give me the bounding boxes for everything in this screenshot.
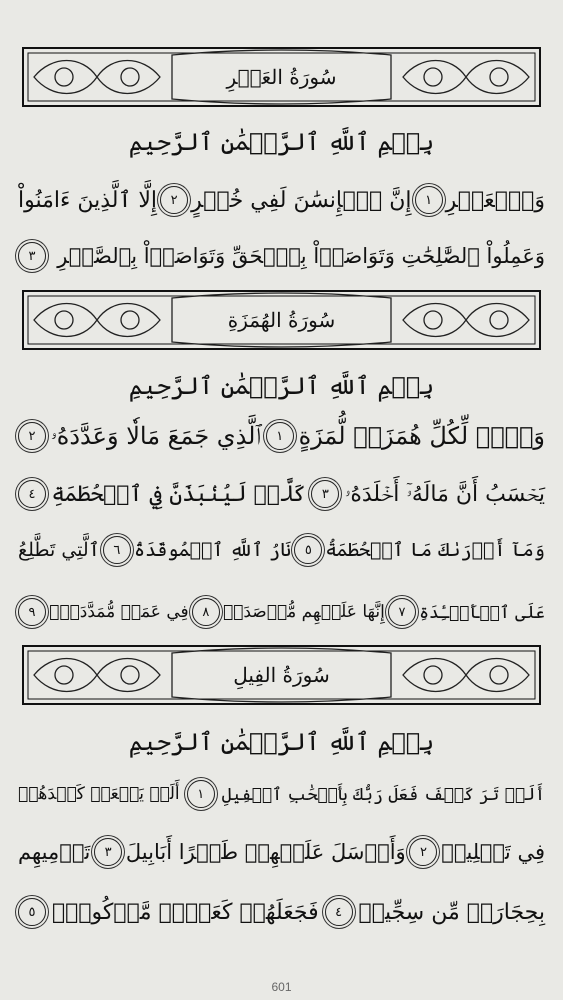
text-line <box>18 888 545 936</box>
ayah-number-marker: ٢ <box>409 838 437 866</box>
text-line <box>18 176 545 224</box>
text-line <box>18 526 545 574</box>
ayah-number-marker: ٤ <box>18 480 46 508</box>
verse-text: إِلَّا ٱلَّذِينَ ءَامَنُواْ <box>18 187 158 213</box>
ayah-number-marker: ٢ <box>18 422 46 450</box>
verse-text: إِنَّ ٱلۡإِنسَٰنَ لَفِي خُسۡرٍ <box>191 187 412 213</box>
verse-text: تَرۡمِيهِم <box>18 840 91 864</box>
surah-title: سُورَةُ الفِيلِ <box>233 663 330 687</box>
ayah-number-marker: ٣ <box>94 838 122 866</box>
ayah-number-marker: ٣ <box>311 480 339 508</box>
ayah-number-marker: ١ <box>266 422 294 450</box>
ayah-number-marker: ٦ <box>103 536 131 564</box>
text-line <box>18 828 545 876</box>
verse-text: نَارُ ٱللَّهِ ٱلۡمُوقَدَةُ <box>133 539 292 561</box>
text-line <box>18 470 545 518</box>
verse-text: أَلَمۡ تَرَ كَيۡفَ فَعَلَ رَبُّكَ بِأَصۡحَٰبِ ٱلۡفِيلِ <box>221 784 545 805</box>
text-line <box>18 770 545 818</box>
verse-text: أَلَمۡ يَجۡعَلۡ كَيۡدَهُمۡ <box>18 784 180 804</box>
page-number: 601 <box>271 980 292 994</box>
verse-text: يَحۡسَبُ أَنَّ مَالَهُۥٓ أَخۡلَدَهُۥ <box>344 481 545 507</box>
verse-text: وَأَرۡسَلَ عَلَيۡهِمۡ طَيۡرًا أَبَابِيلَ <box>125 840 406 864</box>
verse-text: ٱلَّتِي تَطَّلِعُ <box>18 539 100 561</box>
ayah-number-marker: ١ <box>415 186 443 214</box>
ayah-number-marker: ١ <box>187 780 215 808</box>
ayah-number-marker: ٥ <box>18 898 46 926</box>
verse-text: كَلَّاۖ لَيُنۢبَذَنَّ فِي ٱلۡحُطَمَةِ <box>51 481 306 507</box>
ayah-number-marker: ٥ <box>294 536 322 564</box>
verse-text: إِنَّهَا عَلَيۡهِم مُّؤۡصَدَةٞ <box>222 602 385 622</box>
verse-text: وَمَآ أَدۡرَىٰكَ مَا ٱلۡحُطَمَةُ <box>325 539 545 561</box>
verse-text: عَلَى ٱلۡأَفۡـِٔدَةِ <box>419 602 545 623</box>
verse-text: وَٱلۡعَصۡرِ <box>445 187 545 213</box>
ayah-number-marker: ٩ <box>18 598 46 626</box>
surah-title: سُورَةُ العَصۡرِ <box>226 65 337 89</box>
surah-title: سُورَةُ الهُمَزَةِ <box>227 308 336 332</box>
basmala: بِسۡمِ ٱللَّهِ ٱلرَّحۡمَٰنِ ٱلرَّحِيمِ <box>128 728 435 756</box>
text-line <box>18 412 545 460</box>
ayah-number-marker: ٢ <box>160 186 188 214</box>
basmala: بِسۡمِ ٱللَّهِ ٱلرَّحۡمَٰنِ ٱلرَّحِيمِ <box>128 128 435 156</box>
verse-text: فِي عَمَدٖ مُّمَدَّدَةِۭ <box>49 602 189 622</box>
surah-header-fil <box>22 645 541 705</box>
ayah-number-marker: ٧ <box>388 598 416 626</box>
surah-header-humazah <box>22 290 541 350</box>
ayah-number-marker: ٤ <box>325 898 353 926</box>
ayah-number-marker: ٣ <box>18 242 46 270</box>
verse-text: بِحِجَارَةٖ مِّن سِجِّيلٖ <box>358 899 545 925</box>
verse-text: وَعَمِلُواْ ٱلصَّٰلِحَٰتِ وَتَوَاصَوۡاْ بِٱلۡحَقِّ وَتَوَاصَوۡاْ بِٱلصَّبۡرِ <box>57 244 545 268</box>
basmala: بِسۡمِ ٱللَّهِ ٱلرَّحۡمَٰنِ ٱلرَّحِيمِ <box>128 372 435 400</box>
text-line <box>18 232 545 280</box>
ayah-number-marker: ٨ <box>192 598 220 626</box>
verse-text: فِي تَضۡلِيلٖ <box>441 840 545 864</box>
text-line <box>18 588 545 636</box>
verse-text: وَيۡلٞ لِّكُلِّ هُمَزَةٖ لُّمَزَةٍ <box>298 422 545 450</box>
verse-text: فَجَعَلَهُمۡ كَعَصۡفٖ مَّأۡكُولِۭ <box>51 899 319 925</box>
surah-header-asr <box>22 47 541 107</box>
verse-text: ٱلَّذِي جَمَعَ مَالٗا وَعَدَّدَهُۥ <box>50 422 261 450</box>
